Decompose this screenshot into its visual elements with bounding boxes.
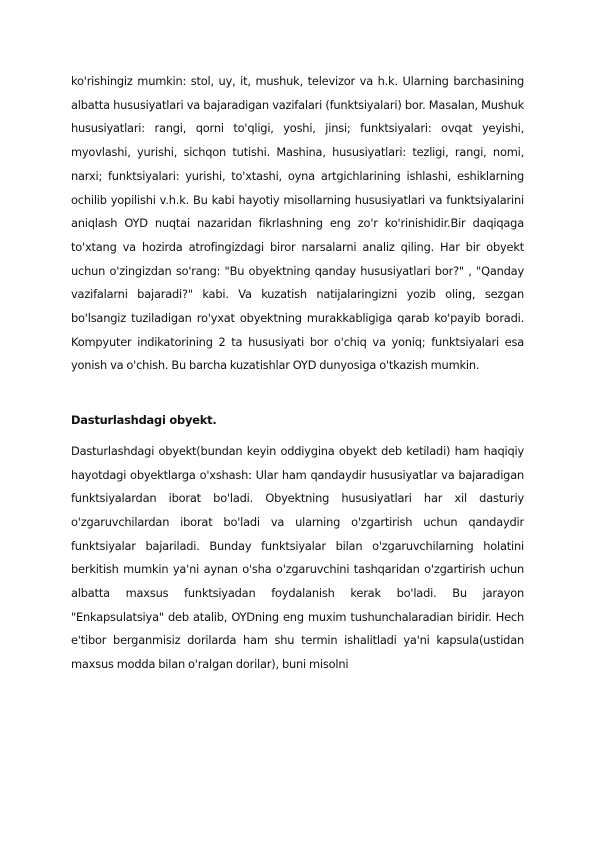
document-page bbox=[71, 70, 524, 677]
heading-spacer bbox=[71, 433, 524, 440]
body-paragraph-programming-object: Dasturlashdagi obyekt(bundan keyin oddiygina obyekt deb ketiladi) ham haqiqiy hayotdagi obyektlarga o'xshash: Ular ham qandaydir hususiyatlar va bajaradigan funktsiyalardan iborat bo'ladi. Obyektning hususiyatlari har xil dasturiy o'zgaruvchilardan iborat bo'ladi va ularning o'zgartirish uchun qandaydir funktsiyalar bajariladi. Bunday funktsiyalar bilan o'zgaruvchilarning holatini berkitish mumkin ya'ni aynan o'sha o'zgaruvchini tashqaridan o'zgartirish uchun albatta maxsus funktsiyadan foydalanish kerak bo'ladi. Bu jarayon "Enkapsulatsiya" deb atalib, OYDning eng muxim tushunchalaradian biridir. Hech e'tibor berganmisiz dorilarda ham shu termin ishalitladi ya'ni kapsula(ustidan maxsus modda bilan o'ralgan dorilar), buni misolni bbox=[71, 443, 524, 672]
body-paragraph-objects-intro: ko'rishingiz mumkin: stol, uy, it, mushuk, televizor va h.k. Ularning barchasining albatta hususiyatlari va bajaradigan vazifalari (funktsiyalari) bor. Masalan, Mushuk hususiyatlari: rangi, qorni to'qligi, yoshi, jinsi; funktsiyalari: ovqat yeyishi, myovlashi, yurishi, sichqon tutishi. Mashina, hususiyatlari: tezligi, rangi, nomi, narxi; funktsiyalari: yurishi, to'xtashi, oyna artgichlarining ishlashi, eshiklarning ochilib yopilishi v.h.k. Bu kabi hayotiy misollarning hususiyatlari va funktsiyalarini aniqlash OYD nuqtai nazaridan fikrlashning eng zo'r ko'rinishidir.Bir daqiqaga to'xtang va hozirda atrofingizdagi biror narsalarni analiz qiling. Har bir obyekt uchun o'zingizdan so'rang: "Bu obyektning qanday hususiyatlari bor?" , "Qanday vazifalarni bajaradi?" kabi. Va kuzatish natijalaringizni yozib oling, sezgan bo'lsangiz tuziladigan ro'yxat obyektning murakkabligiga qarab ko'payib boradi. Kompyuter indikatorining 2 ta hususiyati bor o'chiq va yoniq; funktsiyalari esa yonish va o'chish. Bu barcha kuzatishlar OYD dunyosiga o'tkazish mumkin. bbox=[71, 74, 524, 373]
section-heading: Dasturlashdagi obyekt. bbox=[71, 413, 217, 428]
paragraph-spacer bbox=[71, 378, 524, 409]
